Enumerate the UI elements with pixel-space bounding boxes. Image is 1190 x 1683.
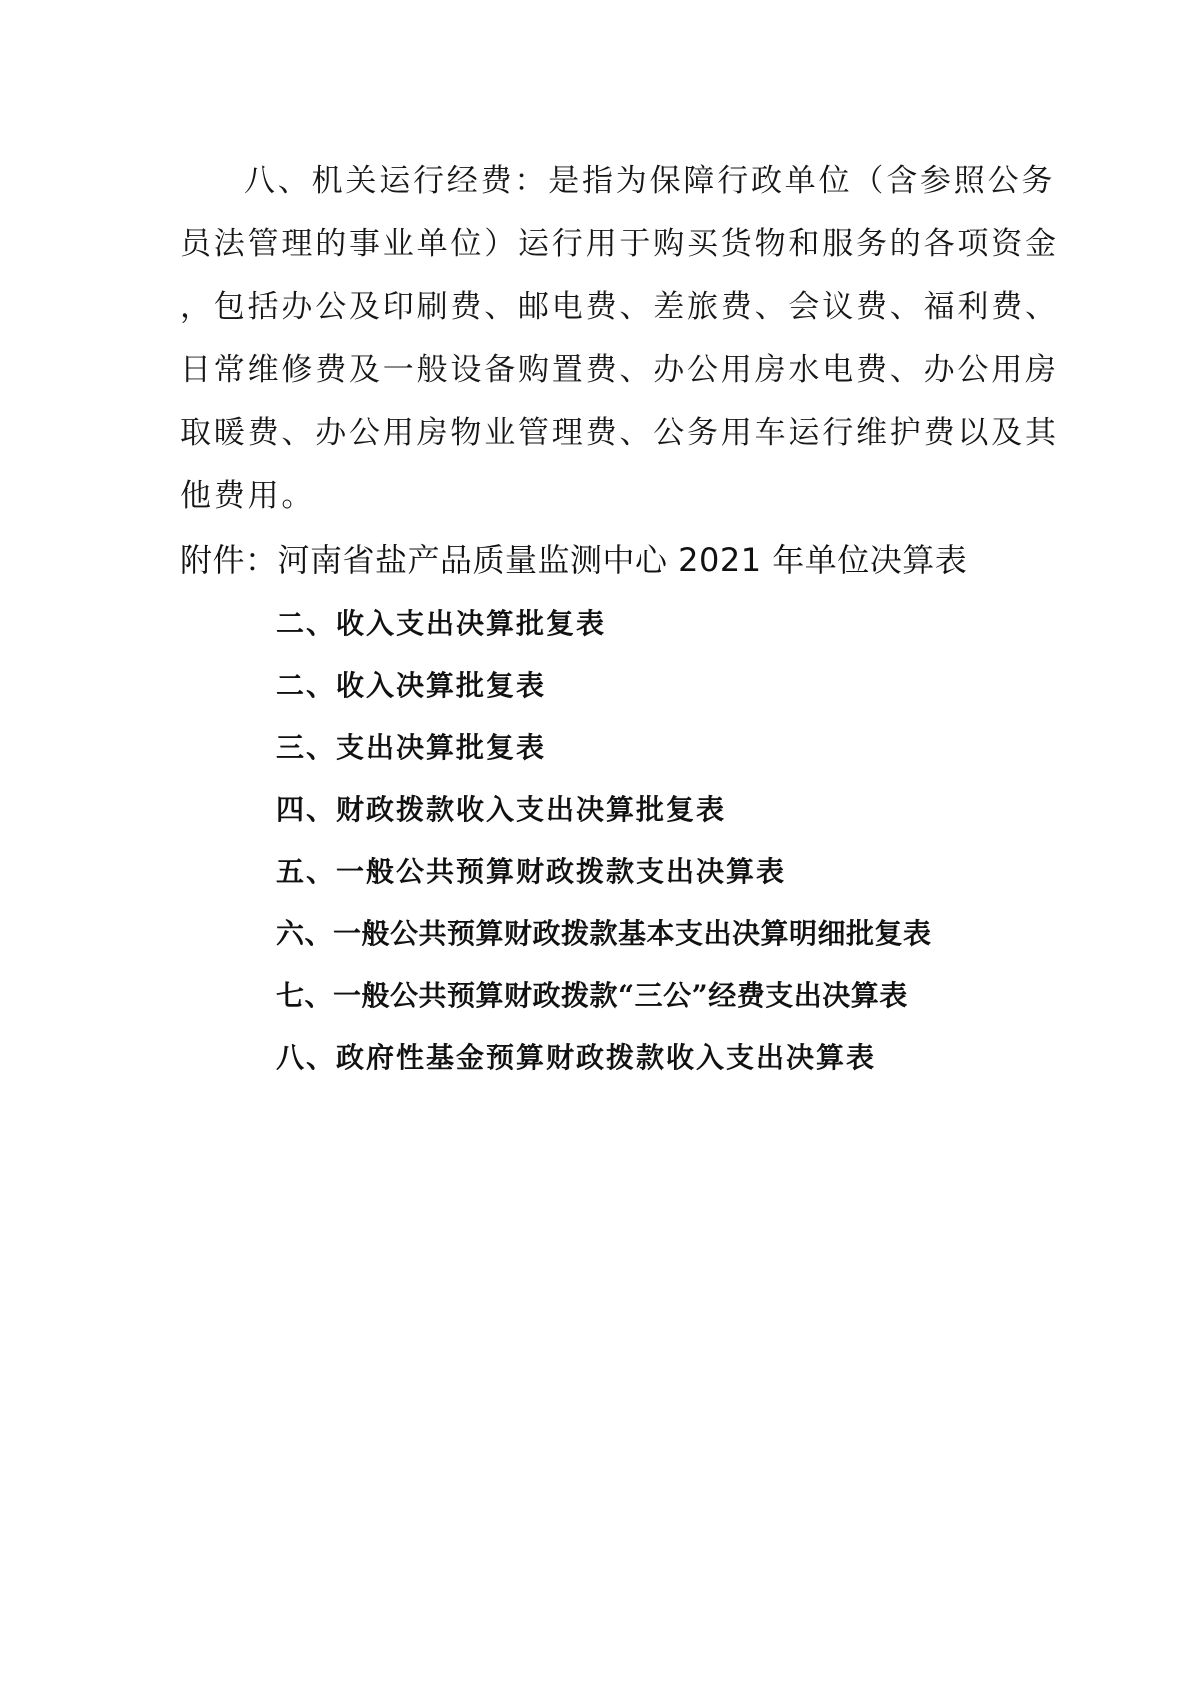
attachment-item: 六、一般公共预算财政拨款基本支出决算明细批复表: [276, 917, 932, 950]
paragraph-line: 日常维修费及一般设备购置费、办公用房水电费、办公用房: [180, 352, 1059, 388]
paragraph-line: 八、机关运行经费：是指为保障行政单位（含参照公务: [244, 163, 1056, 199]
paragraph-line: 员法管理的事业单位）运行用于购买货物和服务的各项资金: [180, 226, 1059, 262]
attachment-item: 八、政府性基金预算财政拨款收入支出决算表: [276, 1041, 877, 1074]
attachment-item: 五、一般公共预算财政拨款支出决算表: [276, 855, 787, 888]
attachment-item: 二、收入决算批复表: [276, 669, 547, 702]
paragraph-line: 取暖费、办公用房物业管理费、公务用车运行维护费以及其: [180, 415, 1059, 451]
attachment-item: 二、收入支出决算批复表: [276, 607, 607, 640]
attachment-item: 七、一般公共预算财政拨款“三公”经费支出决算表: [276, 979, 908, 1012]
attachment-item: 四、财政拨款收入支出决算批复表: [276, 793, 727, 826]
attachment-list: [276, 593, 932, 1089]
paragraph-line: 他费用。: [180, 478, 316, 514]
attachment-item: 三、支出决算批复表: [276, 731, 547, 764]
operating-expense-paragraph: [180, 150, 1059, 528]
attachment-heading: 附件：河南省盐产品质量监测中心 2021 年单位决算表: [180, 541, 968, 579]
paragraph-line: ，包括办公及印刷费、邮电费、差旅费、会议费、福利费、: [180, 289, 1059, 325]
